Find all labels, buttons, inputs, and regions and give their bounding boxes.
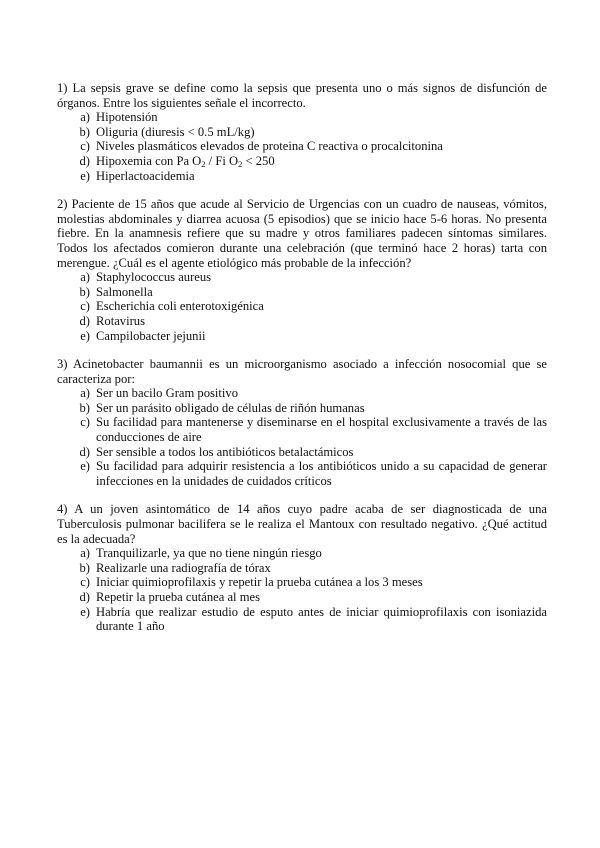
option-letter: b) <box>79 560 90 575</box>
option-d <box>57 445 547 460</box>
question-statement: A un joven asintomático de 14 años cuyo padre acaba de ser diagnosticada de una Tuberculosis pulmonar bacilifera se le realiza el Mantoux con resultado negativo. ¿Qué actitud es la adecuada? <box>57 502 547 546</box>
question-number: 4) <box>57 502 68 517</box>
question-number: 3) <box>57 357 68 372</box>
question-number: 2) <box>57 197 68 212</box>
option-e <box>57 169 547 184</box>
option-text: Ser un parásito obligado de células de riñón humanas <box>96 400 365 415</box>
option-c <box>57 299 547 314</box>
option-text <box>93 154 547 169</box>
option-letter: e) <box>80 168 90 183</box>
option-e <box>57 605 547 634</box>
option-text: Iniciar quimioprofilaxis y repetir la prueba cutánea a los 3 meses <box>96 575 423 590</box>
option-letter: e) <box>80 459 90 474</box>
option-letter: a) <box>80 270 90 285</box>
option-text: Niveles plasmáticos elevados de proteina C reactiva o procalcitonina <box>96 139 443 154</box>
option-b <box>57 125 547 140</box>
question-2-text <box>57 197 547 270</box>
option-letter: b) <box>79 400 90 415</box>
option-c <box>57 139 547 154</box>
option-d <box>57 314 547 329</box>
option-text: Hipotensión <box>96 110 158 125</box>
option-text: Salmonella <box>96 284 153 299</box>
option-letter: d) <box>79 313 90 328</box>
option-letter: b) <box>79 284 90 299</box>
question-3-text <box>57 357 547 386</box>
option-text: Realizarle una radiografía de tórax <box>96 560 271 575</box>
question-4-options <box>57 546 547 634</box>
option-d <box>57 154 547 169</box>
option-letter: b) <box>79 124 90 139</box>
option-letter: a) <box>80 386 90 401</box>
option-text: Ser un bacilo Gram positivo <box>96 386 239 401</box>
option-letter: a) <box>80 546 90 561</box>
option-text: Staphylococcus aureus <box>96 270 212 285</box>
option-text: Su facilidad para adquirir resistencia a los antibióticos unido a su capacidad de generar infecciones en la unidades de cuidados críticos <box>96 459 547 488</box>
option-a <box>57 110 547 125</box>
option-text: Tranquilizarle, ya que no tiene ningún riesgo <box>96 546 322 561</box>
option-letter: c) <box>80 415 90 430</box>
question-3-options <box>57 386 547 488</box>
document-page <box>57 81 547 648</box>
question-number: 1) <box>57 81 68 95</box>
question-2 <box>57 197 547 343</box>
option-text: Escherichia coli enterotoxigénica <box>96 299 264 314</box>
option-e <box>57 459 547 488</box>
option-text: Rotavirus <box>96 313 145 328</box>
option-letter: c) <box>80 139 90 154</box>
option-e <box>57 329 547 344</box>
question-1-options <box>57 110 547 183</box>
question-statement: Paciente de 15 años que acude al Servicio de Urgencias con un cuadro de nauseas, vómitos, molestias abdominales y diarrea acuosa (5 episodios) que se inicio hace 5-6 horas. No presenta fiebre. En la anamnesis refiere que su madre y otros familiares padecen síntomas similares. Todos los afectados comieron durante una celebración (que terminó hace 2 horas) tarta con merengue. ¿Cuál es el agente etiológico más probable de la infección? <box>57 197 547 270</box>
option-text: Hiperlactoacidemia <box>96 168 195 183</box>
question-4 <box>57 502 547 633</box>
option-a <box>57 546 547 561</box>
option-letter: c) <box>80 299 90 314</box>
option-letter: e) <box>80 604 90 619</box>
option-letter: d) <box>79 590 90 604</box>
subscript: 2 <box>238 158 243 169</box>
option-letter: d) <box>79 444 90 459</box>
option-letter: a) <box>80 110 90 125</box>
question-3 <box>57 357 547 488</box>
option-text: Habría que realizar estudio de esputo antes de iniciar quimioprofilaxis con isoniazida durante 1 año <box>96 604 547 634</box>
option-c <box>57 415 547 444</box>
option-b <box>57 561 547 576</box>
formula-part: Hipoxemia con Pa O <box>96 153 202 168</box>
option-b <box>57 401 547 416</box>
option-text: Campilobacter jejunii <box>96 328 206 343</box>
question-1-text <box>57 81 547 110</box>
option-c <box>57 575 547 590</box>
formula-part: / Fi O <box>205 153 239 168</box>
option-b <box>57 285 547 300</box>
option-letter: c) <box>80 575 90 590</box>
option-text: Ser sensible a todos los antibióticos betalactámicos <box>96 444 354 459</box>
option-text: Oliguria (diuresis < 0.5 mL/kg) <box>96 124 255 139</box>
option-text: Su facilidad para mantenerse y diseminarse en el hospital exclusivamente a través de las conducciones de aire <box>96 415 547 445</box>
option-letter: e) <box>80 328 90 343</box>
question-statement: La sepsis grave se define como la sepsis que presenta uno o más signos de disfunción de órganos. Entre los siguientes señale el incorrecto. <box>57 81 547 110</box>
question-1 <box>57 81 547 183</box>
question-statement: Acinetobacter baumannii es un microorganismo asociado a infección nosocomial que se caracteriza por: <box>57 357 547 386</box>
option-text: Repetir la prueba cutánea al mes <box>96 590 260 604</box>
question-4-text <box>57 502 547 546</box>
option-d <box>57 590 547 605</box>
formula-part: < 250 <box>242 153 275 168</box>
subscript: 2 <box>201 158 206 169</box>
option-a <box>57 386 547 401</box>
option-a <box>57 270 547 285</box>
option-letter: d) <box>79 153 90 168</box>
question-2-options <box>57 270 547 343</box>
